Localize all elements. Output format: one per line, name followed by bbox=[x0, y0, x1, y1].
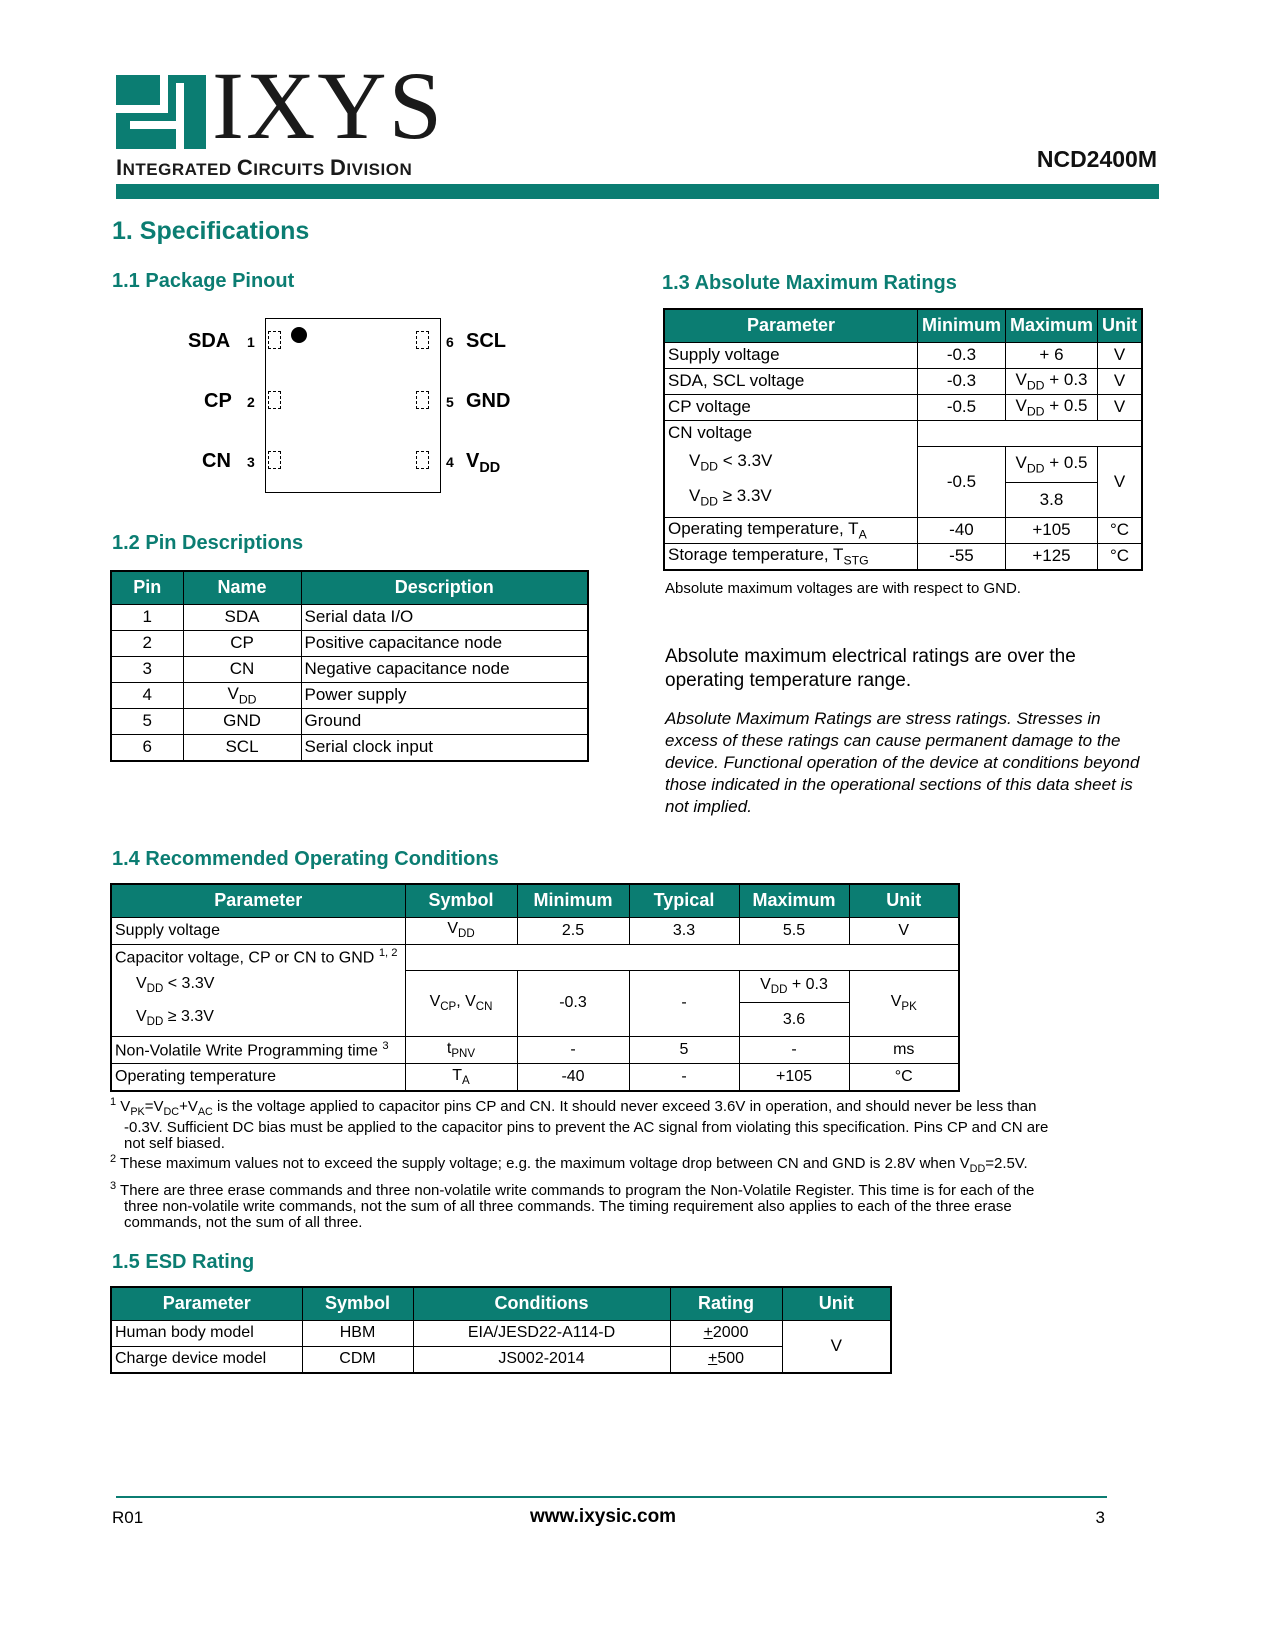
logo-subtitle: INTEGRATED CIRCUITS DIVISION bbox=[116, 155, 413, 180]
table-row: $V_{DD} < 3.3V$ $V_{DD} \ge 3.3V$ -0.5 $V_{DD} + 0.5$ V bbox=[664, 446, 1142, 482]
pin-num-6: 6 bbox=[446, 334, 454, 350]
pin-desc-title: 1.2 Pin Descriptions bbox=[112, 532, 304, 554]
table-row: CN voltage bbox=[664, 420, 1142, 446]
table-row: 2 CP Positive capacitance node bbox=[111, 630, 588, 656]
col-header-minimum: Minimum bbox=[517, 884, 629, 917]
table-row: Supply voltage $V_{DD}$ 2.5 3.3 5.5 V bbox=[111, 917, 959, 944]
pin1-marker bbox=[291, 327, 307, 343]
col-header-parameter: Parameter bbox=[111, 1287, 302, 1320]
pad-2 bbox=[268, 391, 281, 409]
col-header-description: Description bbox=[301, 571, 588, 604]
pad-5 bbox=[416, 391, 429, 409]
col-header-maximum: Maximum bbox=[1005, 309, 1097, 342]
table-row: Storage temperature, $T_{STG}$ -55 +125 °C bbox=[664, 543, 1142, 570]
col-header-pin: Pin bbox=[111, 571, 183, 604]
pin-desc-table bbox=[110, 570, 589, 762]
ixys-logo-mark bbox=[116, 75, 206, 149]
logo-wordmark: IXYS bbox=[212, 52, 445, 159]
pin-num-5: 5 bbox=[446, 394, 454, 410]
col-header-parameter: Parameter bbox=[111, 884, 405, 917]
section-title: 1. Specifications bbox=[112, 217, 310, 245]
pin-num-1: 1 bbox=[247, 334, 255, 350]
table-row: CP voltage -0.5 $V_{DD} + 0.5$ V bbox=[664, 394, 1142, 420]
table-row: 3 CN Negative capacitance node bbox=[111, 656, 588, 682]
col-header-rating: Rating bbox=[670, 1287, 782, 1320]
col-header-unit: Unit bbox=[782, 1287, 891, 1320]
abs-max-italic-note: Absolute Maximum Ratings are stress ratings. Stresses in excess of these ratings can cause permanent damage to the device. Functional operation of the device at conditions beyond those indicated in the operational sections of this data sheet is not implied. bbox=[665, 709, 1140, 816]
abs-max-note: Absolute maximum voltages are with respect to GND. bbox=[665, 580, 1021, 597]
footer-revision: R01 bbox=[112, 1508, 144, 1527]
abs-max-title: 1.3 Absolute Maximum Ratings bbox=[662, 272, 957, 294]
table-row: 3.6 bbox=[111, 1003, 959, 1037]
table-row: $V_{DD} < 3.3V$ $V_{DD} \ge 3.3V$ $V_{CP}$, $V_{CN}$ -0.3 - $V_{DD} + 0.3$ $V_{PK}$ bbox=[111, 970, 959, 1003]
col-header-maximum: Maximum bbox=[739, 884, 849, 917]
table-row: Supply voltage -0.3 + 6 V bbox=[664, 342, 1142, 368]
table-row: Non-Volatile Write Programming time $^3$ $t_{PNV}$ - 5 - ms bbox=[111, 1037, 959, 1064]
col-header-typical: Typical bbox=[629, 884, 739, 917]
pad-1 bbox=[268, 331, 281, 349]
footnote-2: $^2$ These maximum values not to exceed the supply voltage; e.g. the maximum voltage drop between CN and GND is 2.8V when $V_{DD}=2.5V$. bbox=[110, 1153, 1028, 1175]
pad-3 bbox=[268, 451, 281, 469]
footer-rule bbox=[116, 1496, 1107, 1498]
pad-6 bbox=[416, 331, 429, 349]
col-header-unit: Unit bbox=[1098, 309, 1143, 342]
pin-label-scl: SCL bbox=[466, 330, 506, 352]
header-bar bbox=[116, 184, 1159, 199]
footnote-1: $^1$ $V_{PK}=V_{DC}+V_{AC}$ is the voltage applied to capacitor pins CP and CN. It should never exceed 3.6V in operation, and should never be less than -0.3V. Sufficient DC bias must be applied to the capacitor pins to prevent the AC signal from violating this specification. Pins CP and CN are not self biased. bbox=[110, 1096, 1049, 1152]
rec-op-table bbox=[110, 883, 960, 1092]
esd-title: 1.5 ESD Rating bbox=[112, 1251, 255, 1273]
pin-num-4: 4 bbox=[446, 454, 454, 470]
col-header-symbol: Symbol bbox=[302, 1287, 413, 1320]
rec-op-title: 1.4 Recommended Operating Conditions bbox=[112, 848, 499, 870]
pin-label-sda: SDA bbox=[188, 330, 231, 352]
abs-max-paragraph: Absolute maximum electrical ratings are over the operating temperature range. bbox=[665, 646, 1076, 691]
table-row: Operating temperature $T_A$ -40 - +105 °C bbox=[111, 1064, 959, 1091]
chip-outline bbox=[265, 318, 441, 493]
pin-label-cn: CN bbox=[202, 450, 231, 472]
table-row: 1 SDA Serial data I/O bbox=[111, 604, 588, 630]
col-header-minimum: Minimum bbox=[917, 309, 1005, 342]
col-header-name: Name bbox=[183, 571, 301, 604]
pin-label-cp: CP bbox=[204, 390, 232, 412]
col-header-unit: Unit bbox=[849, 884, 959, 917]
pad-4 bbox=[416, 451, 429, 469]
abs-max-table bbox=[663, 308, 1143, 571]
pin-num-2: 2 bbox=[247, 394, 255, 410]
col-header-symbol: Symbol bbox=[405, 884, 517, 917]
footer-page-number: 3 bbox=[1095, 1508, 1105, 1527]
table-row: SDA, SCL voltage -0.3 $V_{DD} + 0.3$ V bbox=[664, 368, 1142, 394]
table-row: Operating temperature, $T_A$ -40 +105 °C bbox=[664, 517, 1142, 543]
table-row: 5 GND Ground bbox=[111, 708, 588, 734]
footnote-3: $^3$ There are three erase commands and three non-volatile write commands to program the Non-Volatile Register. This time is for each of the three non-volatile write commands, not the sum of all three commands. The timing requirement also applies to each of the three erase commands, not the sum of all three. bbox=[110, 1180, 1035, 1231]
col-header-parameter: Parameter bbox=[664, 309, 917, 342]
table-row: Charge device model CDM JS002-2014 +500 bbox=[111, 1346, 891, 1373]
pin-label-gnd: GND bbox=[466, 390, 511, 412]
table-row: Capacitor voltage, CP or CN to GND $^{1, 2}$ bbox=[111, 944, 959, 970]
table-row: 4 $V_{DD}$ Power supply bbox=[111, 682, 588, 708]
col-header-conditions: Conditions bbox=[413, 1287, 670, 1320]
table-row: 3.8 bbox=[664, 482, 1142, 517]
footer-url[interactable]: www.ixysic.com bbox=[530, 1506, 677, 1527]
table-row: 6 SCL Serial clock input bbox=[111, 734, 588, 761]
esd-table bbox=[110, 1286, 892, 1374]
pinout-title: 1.1 Package Pinout bbox=[112, 270, 295, 292]
table-row: Human body model HBM EIA/JESD22-A114-D +2000 V bbox=[111, 1320, 891, 1346]
part-number: NCD2400M bbox=[1036, 146, 1157, 172]
pin-label-vdd: $V_{DD}$ bbox=[466, 450, 501, 476]
pin-num-3: 3 bbox=[247, 454, 255, 470]
